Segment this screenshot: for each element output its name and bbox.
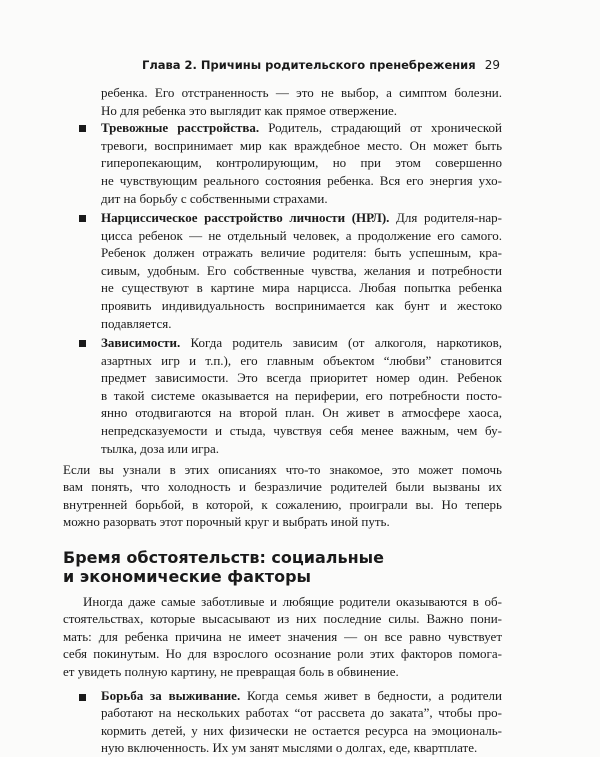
text-line: внутренней борьбой, в которой, к сожалению, проиграли вы. Но теперь <box>63 496 502 512</box>
bullet-term: Нарциссическое расстройство личности (НРЛ). <box>101 210 390 225</box>
text-line: мать: для ребенка причина не имеет значения — он все равно чувствует <box>63 628 502 644</box>
text-line: Когда родитель зависим (от алкоголя, наркотиков, <box>180 334 502 350</box>
text-line: подавляется. <box>101 315 172 331</box>
text-line: Если вы узнали в этих описаниях что-то знакомое, это может помочь <box>63 461 502 477</box>
text-line: кормить детей, у них физически не остается ресурса на эмоциональ- <box>101 722 502 738</box>
bullet-item-survival-line <box>101 687 502 705</box>
bullet-term: Борьба за выживание. <box>101 687 241 703</box>
text-line: Но для ребенка это выглядит как прямое отвержение. <box>101 102 398 118</box>
text-line: Родитель, страдающий от хронической <box>259 120 502 136</box>
text-line: себя покинутым. Но для взрослого осознание роли этих факторов помога- <box>63 646 502 662</box>
text-line: гиперопекающим, контролирующим, но при этом совершенно <box>101 155 502 171</box>
text-line: стоятельствах, которые высасывают из них последние силы. Важно пони- <box>63 611 502 627</box>
text-line: не чувствующим реального состояния ребенка. Вся его энергия ухо- <box>101 173 502 188</box>
text-line: ребенка. Его отстраненность — это не выбор, а симптом болезни. <box>101 85 502 100</box>
bullet-marker <box>79 340 86 347</box>
section-heading: Бремя обстоятельств: социальные <box>63 547 384 567</box>
text-line <box>101 704 502 722</box>
bullet-item-anxiety <box>101 119 502 137</box>
text-line: дит на борьбу с собственными страхами. <box>101 190 328 206</box>
page-number: 29 <box>484 58 500 72</box>
bullet-marker <box>79 125 86 132</box>
text-line: не существуют в картине мира нарцисса. Любая попытка ребенка <box>101 280 502 296</box>
bullet-term: Тревожные расстройства. <box>101 120 260 136</box>
text-line: Для родителя-нар- <box>389 210 503 225</box>
text-line: ную включенность. Их ум занят мыслями о долгах, еде, квартплате. <box>101 740 478 756</box>
section-heading: и экономические факторы <box>63 567 311 587</box>
text-line: проявить индивидуальность воспринимается как бунт и жестоко <box>101 298 502 313</box>
text-line: янно отодвигаются на второй план. Он живет в атмосфере хаоса, <box>101 405 502 421</box>
text-line: Иногда даже самые заботливые и любящие родители оказываются в об- <box>83 593 502 609</box>
text-line <box>101 722 502 740</box>
text-line: вам понять, что холодность и безразличие родителей были вызваны их <box>63 479 502 495</box>
text-line: в такой системе оказывается на периферии, его потребности посто- <box>101 387 502 403</box>
text-line: можно разорвать этот порочный круг и выбрать иной путь. <box>63 514 390 530</box>
text-line: сивым, удобным. Его собственные чувства, желания и потребности <box>101 262 502 278</box>
text-line: тревоги, воспринимает мир как враждебное место. Он может быть <box>101 137 502 153</box>
text-line: цисса ребенок — не отдельный человек, а продолжение его самого. <box>101 227 502 243</box>
bullet-term: Зависимости. <box>101 334 181 350</box>
bullet-marker <box>79 694 86 701</box>
text-line <box>101 739 502 757</box>
text-line: работают на нескольких работах “от рассвета до заката”, чтобы про- <box>101 705 502 721</box>
text-line: азартных игр и т.п.), его главным объектом “любви” становится <box>101 352 502 368</box>
text-line: тылка, доза или игра. <box>101 440 220 456</box>
text-line: ет увидеть полную картину, не превращая боль в обвинение. <box>63 664 399 679</box>
bullet-item-addictions <box>101 334 502 352</box>
chapter-title: Глава 2. Причины родительского пренебрежения <box>142 58 476 72</box>
text-line: предмет зависимости. Это всегда приоритет номер один. Ребенок <box>101 370 502 386</box>
text-line: непредсказуемости и стыда, чувствуя себя менее важным, чем бу- <box>101 422 502 438</box>
text-line: Когда семья живет в бедности, а родители <box>240 687 502 703</box>
bullet-marker <box>79 215 86 222</box>
bullet-item-narcissism <box>101 209 502 227</box>
text-line: Ребенок должен отражать величие родителя: быть успешным, кра- <box>101 245 502 261</box>
